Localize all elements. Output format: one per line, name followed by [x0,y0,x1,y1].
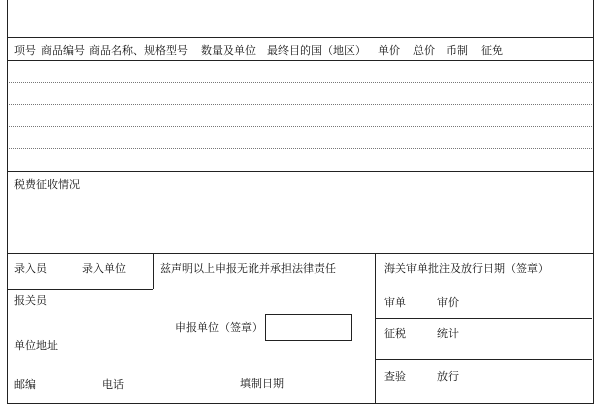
header-currency: 币制 [446,44,468,57]
fill-date-label: 填制日期 [240,377,284,390]
header-top-rule [7,37,594,38]
goods-row-divider [9,126,592,127]
entry-clerk-label: 录入员 [14,262,47,275]
customs-release-label: 放行 [437,370,459,383]
customs-statistics-label: 统计 [437,327,459,340]
header-total-price: 总价 [413,44,435,57]
phone-label: 电话 [102,378,124,391]
header-quantity-unit: 数量及单位 [201,44,256,57]
header-exemption: 征免 [481,44,503,57]
customs-approval-title: 海关审单批注及放行日期（签章） [384,262,549,275]
customs-taxation-label: 征税 [384,327,406,340]
tax-bottom-rule [7,253,594,254]
goods-row-divider [9,82,592,83]
customs-pricing-label: 审价 [437,296,459,309]
postcode-label: 邮编 [14,378,36,391]
declarant-label: 报关员 [14,294,47,307]
header-destination-country: 最终目的国（地区） [267,44,366,57]
goods-row-divider [9,104,592,105]
header-goods-code: 商品编号 [41,44,85,57]
customs-left-divider [375,253,376,404]
customs-review-label: 审单 [384,296,406,309]
header-bottom-rule [7,60,594,61]
entry-clerk-bottom-rule [7,289,153,290]
entry-clerk-right-divider [153,253,154,289]
customs-row1-rule [376,318,592,319]
declaring-unit-seal-box [265,314,352,341]
goods-row-divider [9,148,592,149]
header-goods-name: 商品名称、规格型号 [89,44,188,57]
declaration-statement: 兹声明以上申报无讹并承担法律责任 [160,262,336,275]
header-item-no: 项号 [14,44,36,57]
customs-row2-rule [376,359,592,360]
entry-unit-label: 录入单位 [82,262,126,275]
customs-inspection-label: 查验 [384,370,406,383]
header-unit-price: 单价 [378,44,400,57]
declaring-unit-label: 申报单位（签章） [175,321,263,334]
tax-section-title: 税费征收情况 [14,178,80,191]
goods-bottom-rule [7,171,594,172]
unit-address-label: 单位地址 [14,339,58,352]
